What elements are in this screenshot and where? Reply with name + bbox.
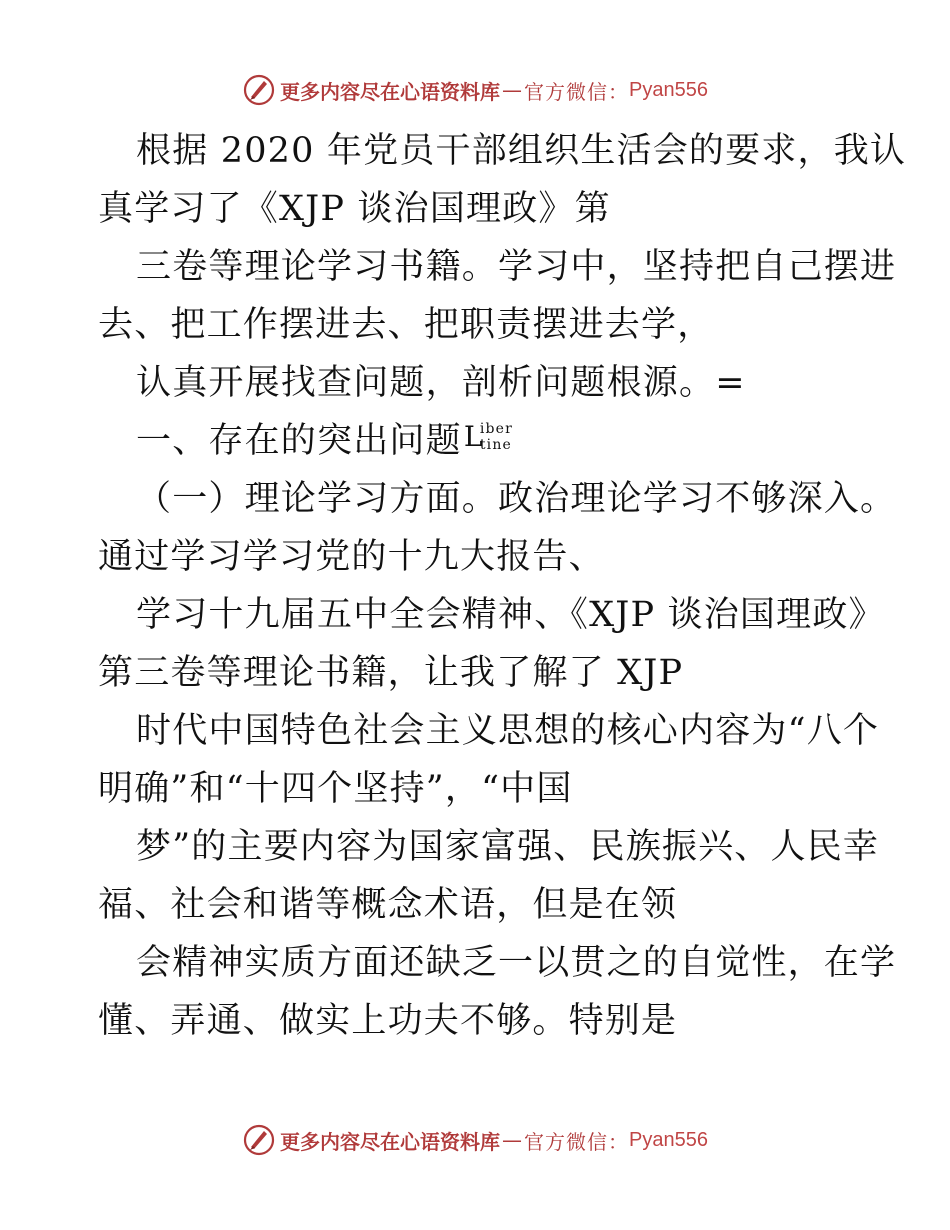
body-line-11: 时代中国特色社会主义思想的核心内容为“八个 <box>136 711 880 751</box>
body-line-10: 第三卷等理论书籍，让我了解了 XJP <box>98 653 684 693</box>
body-line-2: 真学习了《XJP 谈治国理政》第 <box>98 189 611 229</box>
body-line-15: 会精神实质方面还缺乏一以贯之的自觉性，在学 <box>136 943 897 983</box>
footer-banner <box>0 1120 950 1160</box>
body-line-12: 明确”和“十四个坚持”，“中国 <box>98 769 573 809</box>
quill-pen-logo-icon <box>242 1123 276 1157</box>
section-heading: 一、存在的突出问题 <box>136 421 462 461</box>
header-banner <box>0 70 950 110</box>
banner-separator: — <box>502 78 523 102</box>
banner-wechat-id: Pyan556 <box>629 1128 708 1151</box>
banner-wechat-id: Pyan556 <box>629 78 708 101</box>
body-line-3: 三卷等理论学习书籍。学习中，坚持把自己摆进 <box>136 247 897 287</box>
banner-promo-text: 更多内容尽在心语资料库 <box>280 79 501 104</box>
stray-glyph-sup: iber <box>479 421 514 437</box>
banner-promo-text: 更多内容尽在心语资料库 <box>280 1129 501 1154</box>
document-body <box>98 122 907 1050</box>
stray-glyph-mark <box>463 420 514 456</box>
stray-glyph-sub: tine <box>479 437 513 453</box>
body-line-13: 梦”的主要内容为国家富强、民族振兴、人民幸 <box>136 827 880 867</box>
body-line-7: （一）理论学习方面。政治理论学习不够深入。 <box>136 479 897 519</box>
body-line-14: 福、社会和谐等概念术语，但是在领 <box>98 885 678 925</box>
body-line-5: 认真开展找查问题，剖析问题根源。= <box>136 363 746 403</box>
body-line-16: 懂、弄通、做实上功夫不够。特别是 <box>98 1001 678 1041</box>
body-line-8: 通过学习学习党的十九大报告、 <box>98 537 605 577</box>
banner-contact-label: 官方微信： <box>524 79 630 104</box>
quill-pen-logo-icon <box>242 73 276 107</box>
banner-contact-label: 官方微信： <box>524 1129 630 1154</box>
section-heading-line <box>98 412 858 470</box>
body-line-1: 根据 2020 年党员干部组织生活会的要求，我认 <box>136 131 907 171</box>
body-line-4: 去、把工作摆进去、把职责摆进去学， <box>98 305 714 345</box>
stray-glyph-big: L <box>463 420 484 453</box>
body-line-9: 学习十九届五中全会精神、《XJP 谈治国理政》 <box>136 595 885 635</box>
banner-separator: — <box>502 1128 523 1152</box>
